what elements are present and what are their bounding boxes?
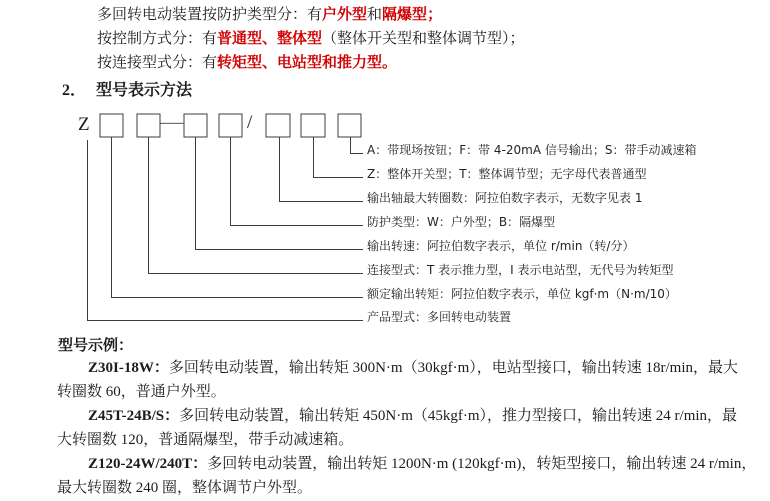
model-code-box-4 xyxy=(219,114,242,137)
examples-heading: 型号示例： xyxy=(58,338,134,354)
example-2-line-2: 大转圈数 120，普通隔爆型，带手动减速箱。 xyxy=(57,432,354,448)
model-code-box-3 xyxy=(184,114,207,137)
diagram-label-4: 防护类型：W：户外型；B：隔爆型 xyxy=(367,215,556,229)
intro-line-2: 按控制方式分：有普通型、整体型（整体开关型和整体调节型）； xyxy=(97,31,525,47)
dash-separator: — xyxy=(160,115,184,131)
model-prefix-letter: Z xyxy=(78,114,90,135)
diagram-label-7: 额定输出转矩：阿拉伯数字表示，单位 kgf·m（N·m/10） xyxy=(367,287,677,301)
diagram-label-8: 产品型式：多回转电动装置 xyxy=(367,310,512,324)
model-code-box-5 xyxy=(266,114,290,137)
section-number: 2． xyxy=(62,82,87,99)
diagram-label-2: Z：整体开关型；T：整体调节型；无字母代表普通型 xyxy=(367,167,647,181)
connector-box7 xyxy=(351,137,364,154)
model-code-box-6 xyxy=(301,114,325,137)
section-heading xyxy=(62,77,192,100)
diagram-label-3: 输出轴最大转圈数：阿拉伯数字表示，无数字见表 1 xyxy=(367,191,643,205)
intro-line-1: 多回转电动装置按防护类型分：有户外型和隔爆型； xyxy=(97,7,443,23)
example-1-line-2: 转圈数 60，普通户外型。 xyxy=(57,384,226,400)
model-code-box-2 xyxy=(137,114,160,137)
example-2-line-1: Z45T-24B/S：多回转电动装置，输出转矩 450N·m（45kgf·m），推力型接口，输出转速 24 r/min，最 xyxy=(88,408,738,424)
slash-separator: / xyxy=(247,112,253,133)
diagram-label-6: 连接型式：T 表示推力型，I 表示电站型，无代号为转矩型 xyxy=(367,263,674,277)
intro-line-3: 按连接型式分：有转矩型、电站型和推力型。 xyxy=(97,55,398,71)
model-code-box-7 xyxy=(338,114,361,137)
example-1-line-1: Z30I-18W：多回转电动装置，输出转矩 300N·m（30kgf·m），电站型接口，输出转速 18r/min，最大 xyxy=(88,360,738,376)
diagram-label-1: A：带现场按钮；F：带 4-20mA 信号输出；S：带手动减速箱 xyxy=(367,143,697,157)
connector-box2 xyxy=(149,137,364,274)
example-3-line-2: 最大转圈数 240 圈，整体调节户外型。 xyxy=(57,480,313,496)
connector-box6 xyxy=(314,137,364,178)
model-code-box-1 xyxy=(100,114,123,137)
model-designation-diagram xyxy=(0,108,770,343)
connector-prefix xyxy=(88,140,364,321)
diagram-label-5: 输出转速：阿拉伯数字表示，单位 r/min（转/分） xyxy=(367,239,635,253)
section-title: 型号表示方法 xyxy=(96,82,193,99)
connector-box4 xyxy=(231,137,364,226)
example-3-line-1: Z120-24W/240T：多回转电动装置，输出转矩 1200N·m (120kgf·m)，转矩型接口，输出转速 24 r/min， xyxy=(88,456,757,472)
